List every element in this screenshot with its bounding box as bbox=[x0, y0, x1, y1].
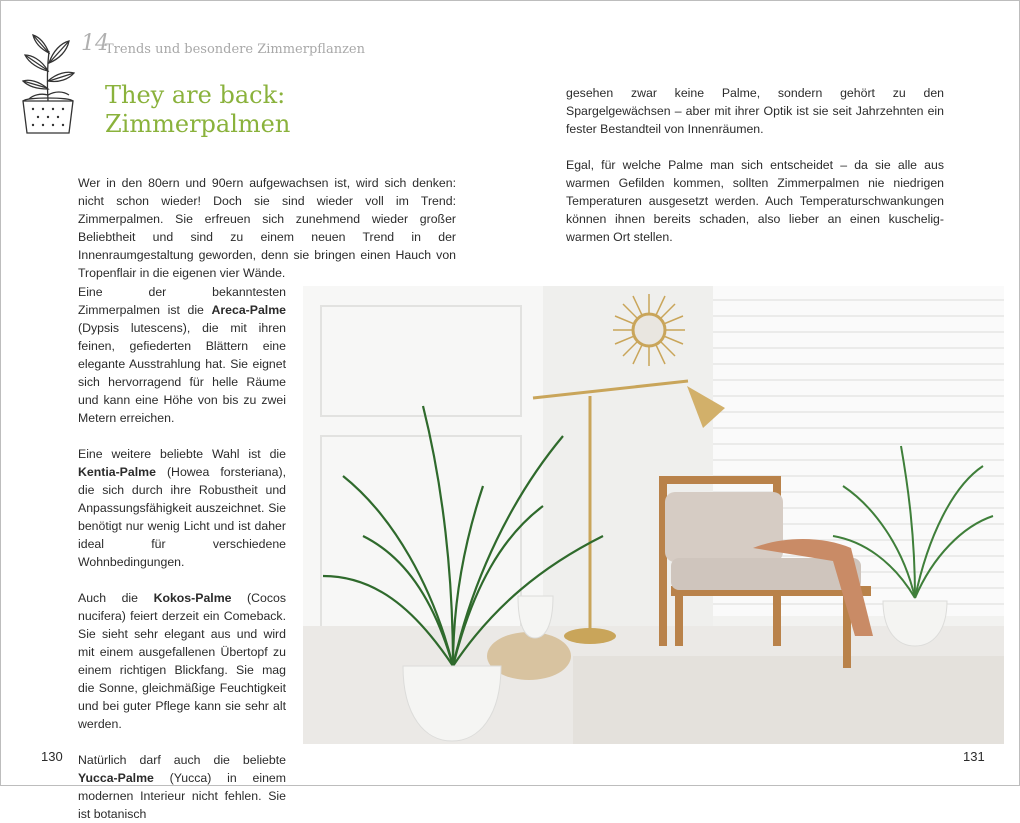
page-headline bbox=[105, 81, 290, 139]
paragraph-yucca: Natürlich darf auch die beliebte Yucca-Palme (Yucca) in einem modernen Interieur nicht fehlen. Sie ist botanisch bbox=[78, 753, 286, 821]
interior-photo bbox=[303, 286, 1004, 744]
right-column bbox=[566, 84, 944, 246]
intro-paragraph bbox=[78, 174, 456, 282]
palm-name-yucca: Yucca-Palme bbox=[78, 771, 154, 785]
chapter-number: 14 bbox=[81, 31, 109, 56]
palm-name-kokos: Kokos-Palme bbox=[153, 591, 232, 605]
headline-line-2: Zimmerpalmen bbox=[105, 110, 291, 138]
paragraph-areca: Eine der bekanntesten Zimmerpalmen ist die Areca-Palme (Dypsis lutescens), die mit ihren feinen, gefiederten Blättern eine elegante Ausstrahlung hat. Sie eignet sich hervorragend für helle Räume und kann eine Höhe von bis zu zwei Metern erreichen. bbox=[78, 285, 286, 425]
intro-text: Wer in den 80ern und 90ern aufgewachsen ist, wird sich denken: nicht schon wieder! Doch sie sind wieder voll im Trend: Zimmerpalmen. Sie erfreuen sich zunehmend wieder großer Beliebtheit und sind zu einem neuen Trend in der Innenraumgestaltung geworden, denn sie bringen einen Hauch von Tropenflair in die eigenen vier Wände. bbox=[78, 176, 456, 280]
palm-name-areca: Areca-Palme bbox=[211, 303, 286, 317]
chapter-title: Trends und besondere Zimmerpflanzen bbox=[105, 42, 365, 57]
right-paragraph-1: gesehen zwar keine Palme, sondern gehört zu den Spargelgewächsen – aber mit ihrer Optik ist sie seit Jahrzehnten ein fester Bestandteil von Innenräumen. bbox=[566, 86, 944, 136]
headline-line-1: They are back: bbox=[105, 81, 286, 109]
page-number-left: 130 bbox=[41, 749, 63, 764]
left-column bbox=[78, 283, 286, 823]
paragraph-kentia: Eine weitere beliebte Wahl ist die Kentia-Palme (Howea forsteriana), die sich durch ihre Robustheit und Anpassungsfähigkeit auszeichnet. Sie benötigt nur wenig Licht und ist daher ideal für verschiedene Wohnbedingungen. bbox=[78, 447, 286, 569]
paragraph-kokos: Auch die Kokos-Palme (Cocos nucifera) feiert derzeit ein Comeback. Sie sieht sehr elegant aus und wird mit einem ausgefallenen Übertopf zu einem richtigen Blickfang. Sie mag die Sonne, gleichmäßige Feuchtigkeit und bei guter Pflege kann sie sehr alt werden. bbox=[78, 591, 286, 731]
potted-plant-icon bbox=[17, 29, 79, 137]
right-paragraph-2: Egal, für welche Palme man sich entscheidet – da sie alle aus warmen Gefilden kommen, sollten Zimmerpalmen nie niedrigen Temperaturen ausgesetzt werden. Auch Temperaturschwankungen können ihnen bereits schaden, also lieber an einen kuschelig-warmen Ort stellen. bbox=[566, 158, 944, 244]
palm-name-kentia: Kentia-Palme bbox=[78, 465, 156, 479]
page-number-right: 131 bbox=[963, 749, 985, 764]
